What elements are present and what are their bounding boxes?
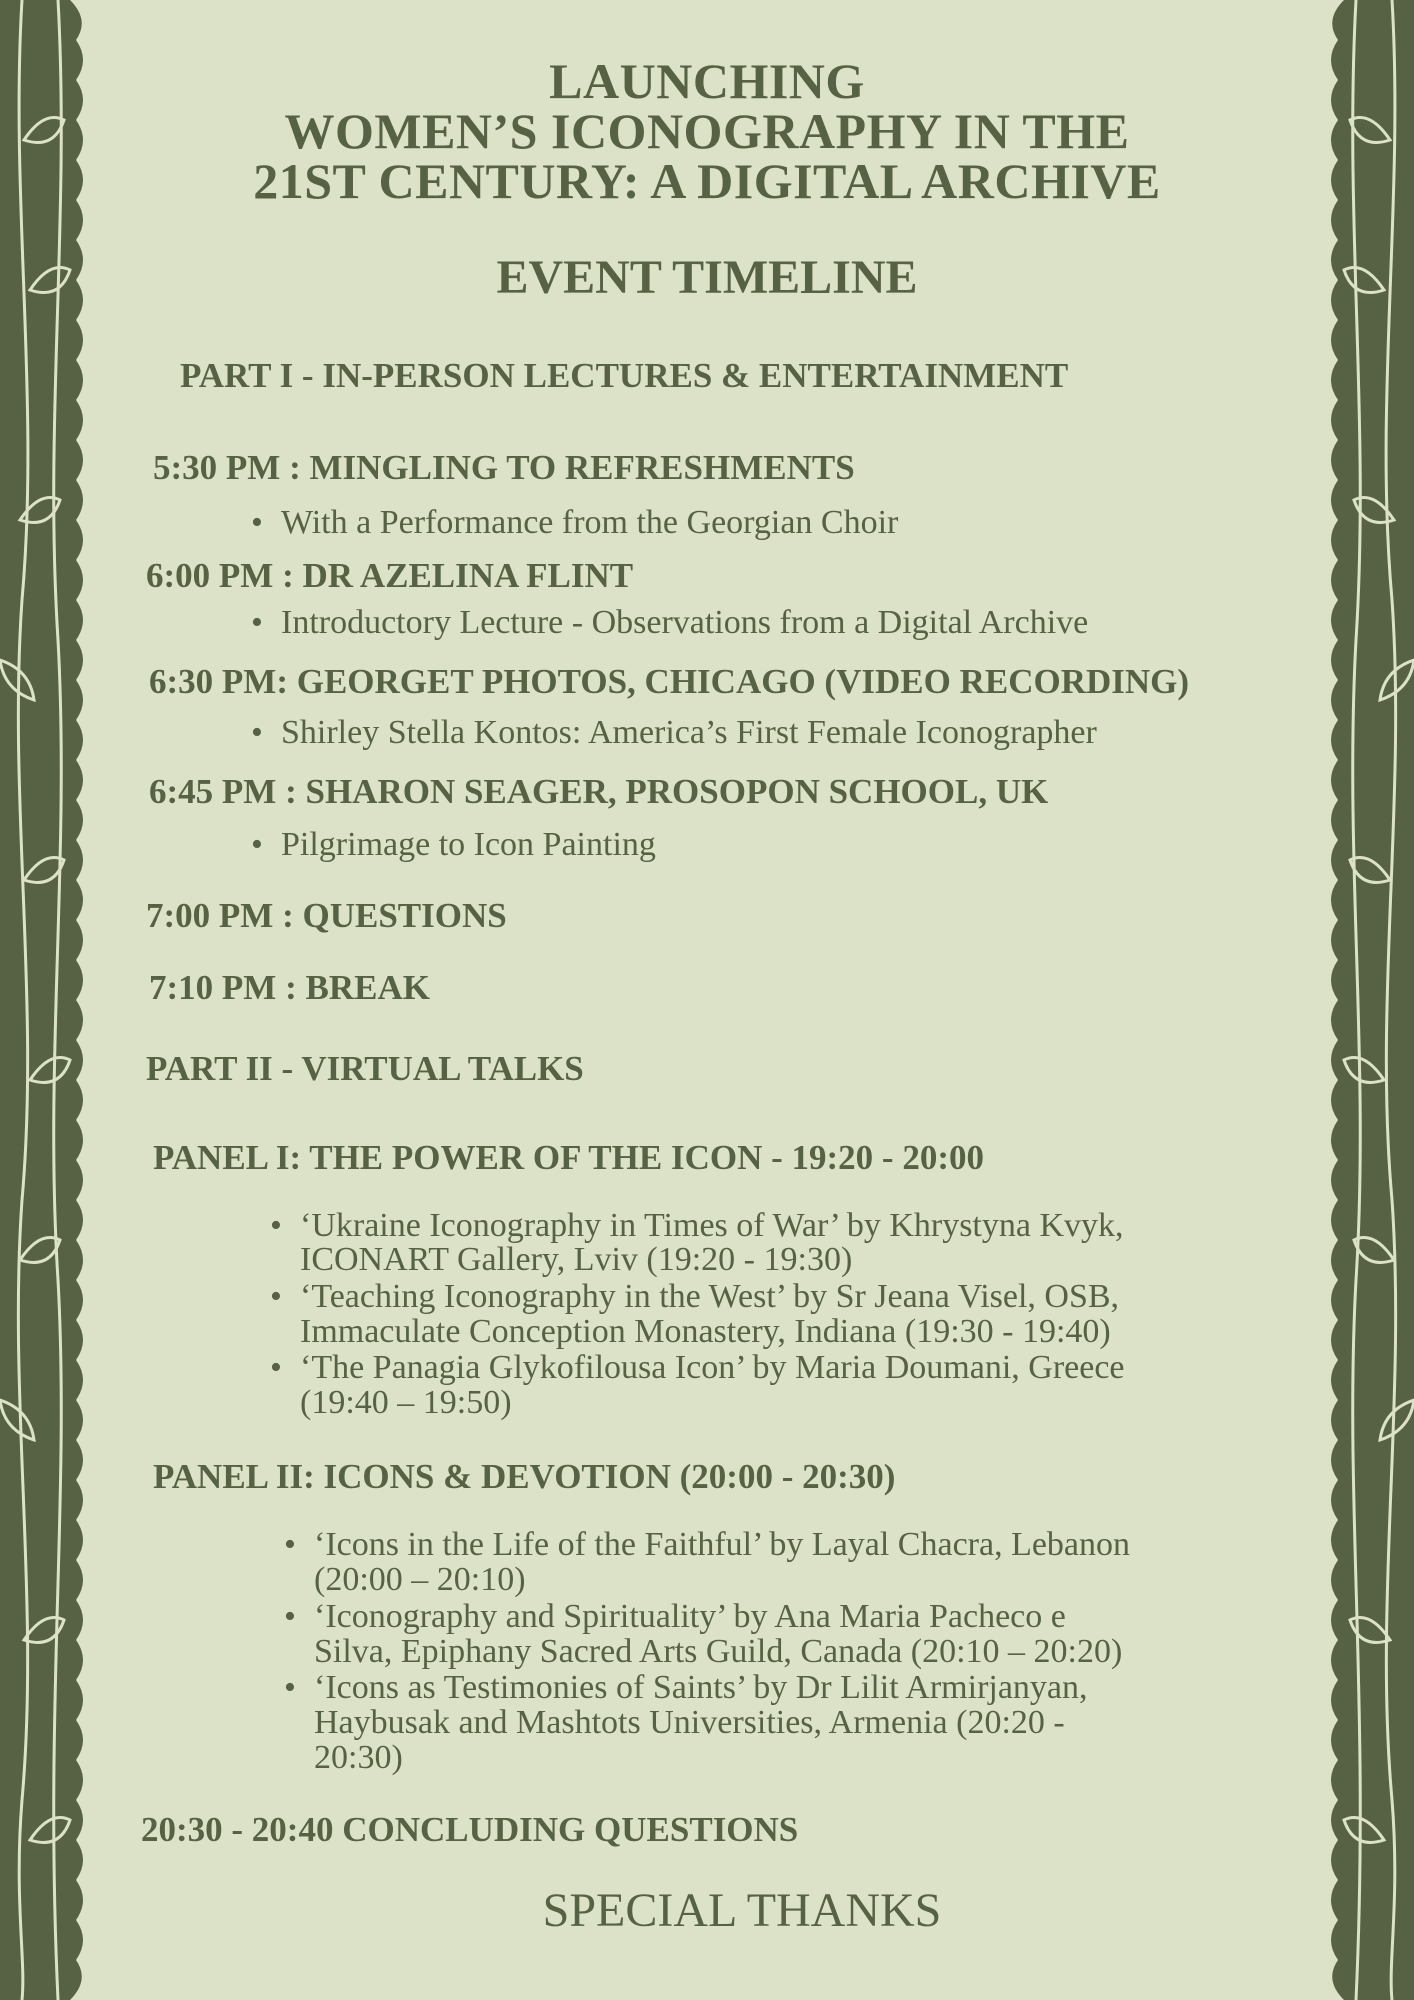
bullet-icon: •	[270, 1278, 282, 1315]
panel-1-heading: PANEL I: THE POWER OF THE ICON - 19:20 - 20:00	[153, 1138, 984, 1177]
talk-line: 20:30)	[314, 1739, 403, 1776]
talk-line: Haybusak and Mashtots Universities, Armenia (20:20 -	[314, 1704, 1065, 1741]
special-thanks-heading: SPECIAL THANKS	[542, 1884, 942, 1937]
timeline-entry-time: 5:30 PM : MINGLING TO REFRESHMENTS	[153, 448, 855, 487]
bullet-icon: •	[270, 1207, 282, 1244]
timeline-entry-detail: • Introductory Lecture - Observations from a Digital Archive	[251, 604, 1089, 641]
title-line-3: 21ST CENTURY: A DIGITAL ARCHIVE	[253, 153, 1161, 209]
bullet-icon: •	[284, 1669, 296, 1706]
timeline-entry-time: 6:30 PM: GEORGET PHOTOS, CHICAGO (VIDEO RECORDING)	[149, 662, 1190, 701]
title-line-1: LAUNCHING	[549, 53, 865, 109]
talk-line: (20:00 – 20:10)	[314, 1561, 526, 1598]
questions-entry: 7:00 PM : QUESTIONS	[146, 896, 507, 935]
timeline-entry-time: 6:45 PM : SHARON SEAGER, PROSOPON SCHOOL, UK	[149, 772, 1049, 811]
part-1-heading: PART I - IN-PERSON LECTURES & ENTERTAINMENT	[180, 356, 1069, 395]
talk-line: Silva, Epiphany Sacred Arts Guild, Canada (20:10 – 20:20)	[314, 1633, 1123, 1670]
bullet-icon: •	[251, 504, 263, 541]
talk-line: • ‘Icons as Testimonies of Saints’ by Dr Lilit Armirjanyan,	[284, 1669, 1088, 1706]
talk-line: Immaculate Conception Monastery, Indiana (19:30 - 19:40)	[300, 1313, 1111, 1350]
bullet-icon: •	[251, 714, 263, 751]
talk-line: • ‘Icons in the Life of the Faithful’ by Layal Chacra, Lebanon	[284, 1526, 1131, 1563]
part-2-heading: PART II - VIRTUAL TALKS	[146, 1049, 584, 1088]
talk-line: • ‘The Panagia Glykofilousa Icon’ by Maria Doumani, Greece	[270, 1349, 1125, 1386]
timeline-entry-detail: • Shirley Stella Kontos: America’s First Female Iconographer	[251, 714, 1097, 751]
bullet-icon: •	[284, 1526, 296, 1563]
talk-line: • ‘Ukraine Iconography in Times of War’ by Khrystyna Kvyk,	[270, 1207, 1124, 1244]
panel-2-heading: PANEL II: ICONS & DEVOTION (20:00 - 20:30)	[153, 1457, 896, 1496]
timeline-entry-detail: • With a Performance from the Georgian Choir	[251, 504, 899, 541]
timeline-entry-detail: • Pilgrimage to Icon Painting	[251, 826, 656, 863]
timeline-entry-time: 6:00 PM : DR AZELINA FLINT	[146, 556, 634, 595]
talk-line: • ‘Teaching Iconography in the West’ by Sr Jeana Visel, OSB,	[270, 1278, 1120, 1315]
bullet-icon: •	[251, 826, 263, 863]
break-entry: 7:10 PM : BREAK	[149, 968, 430, 1007]
bullet-icon: •	[270, 1349, 282, 1386]
talk-line: ICONART Gallery, Lviv (19:20 - 19:30)	[300, 1241, 853, 1278]
talk-line: • ‘Iconography and Spirituality’ by Ana Maria Pacheco e	[284, 1598, 1066, 1635]
title-line-2: WOMEN’S ICONOGRAPHY IN THE	[284, 103, 1130, 159]
event-timeline-heading: EVENT TIMELINE	[496, 251, 918, 304]
bullet-icon: •	[284, 1598, 296, 1635]
bullet-icon: •	[251, 604, 263, 641]
talk-line: (19:40 – 19:50)	[300, 1384, 512, 1421]
concluding-questions-entry: 20:30 - 20:40 CONCLUDING QUESTIONS	[141, 1810, 799, 1849]
